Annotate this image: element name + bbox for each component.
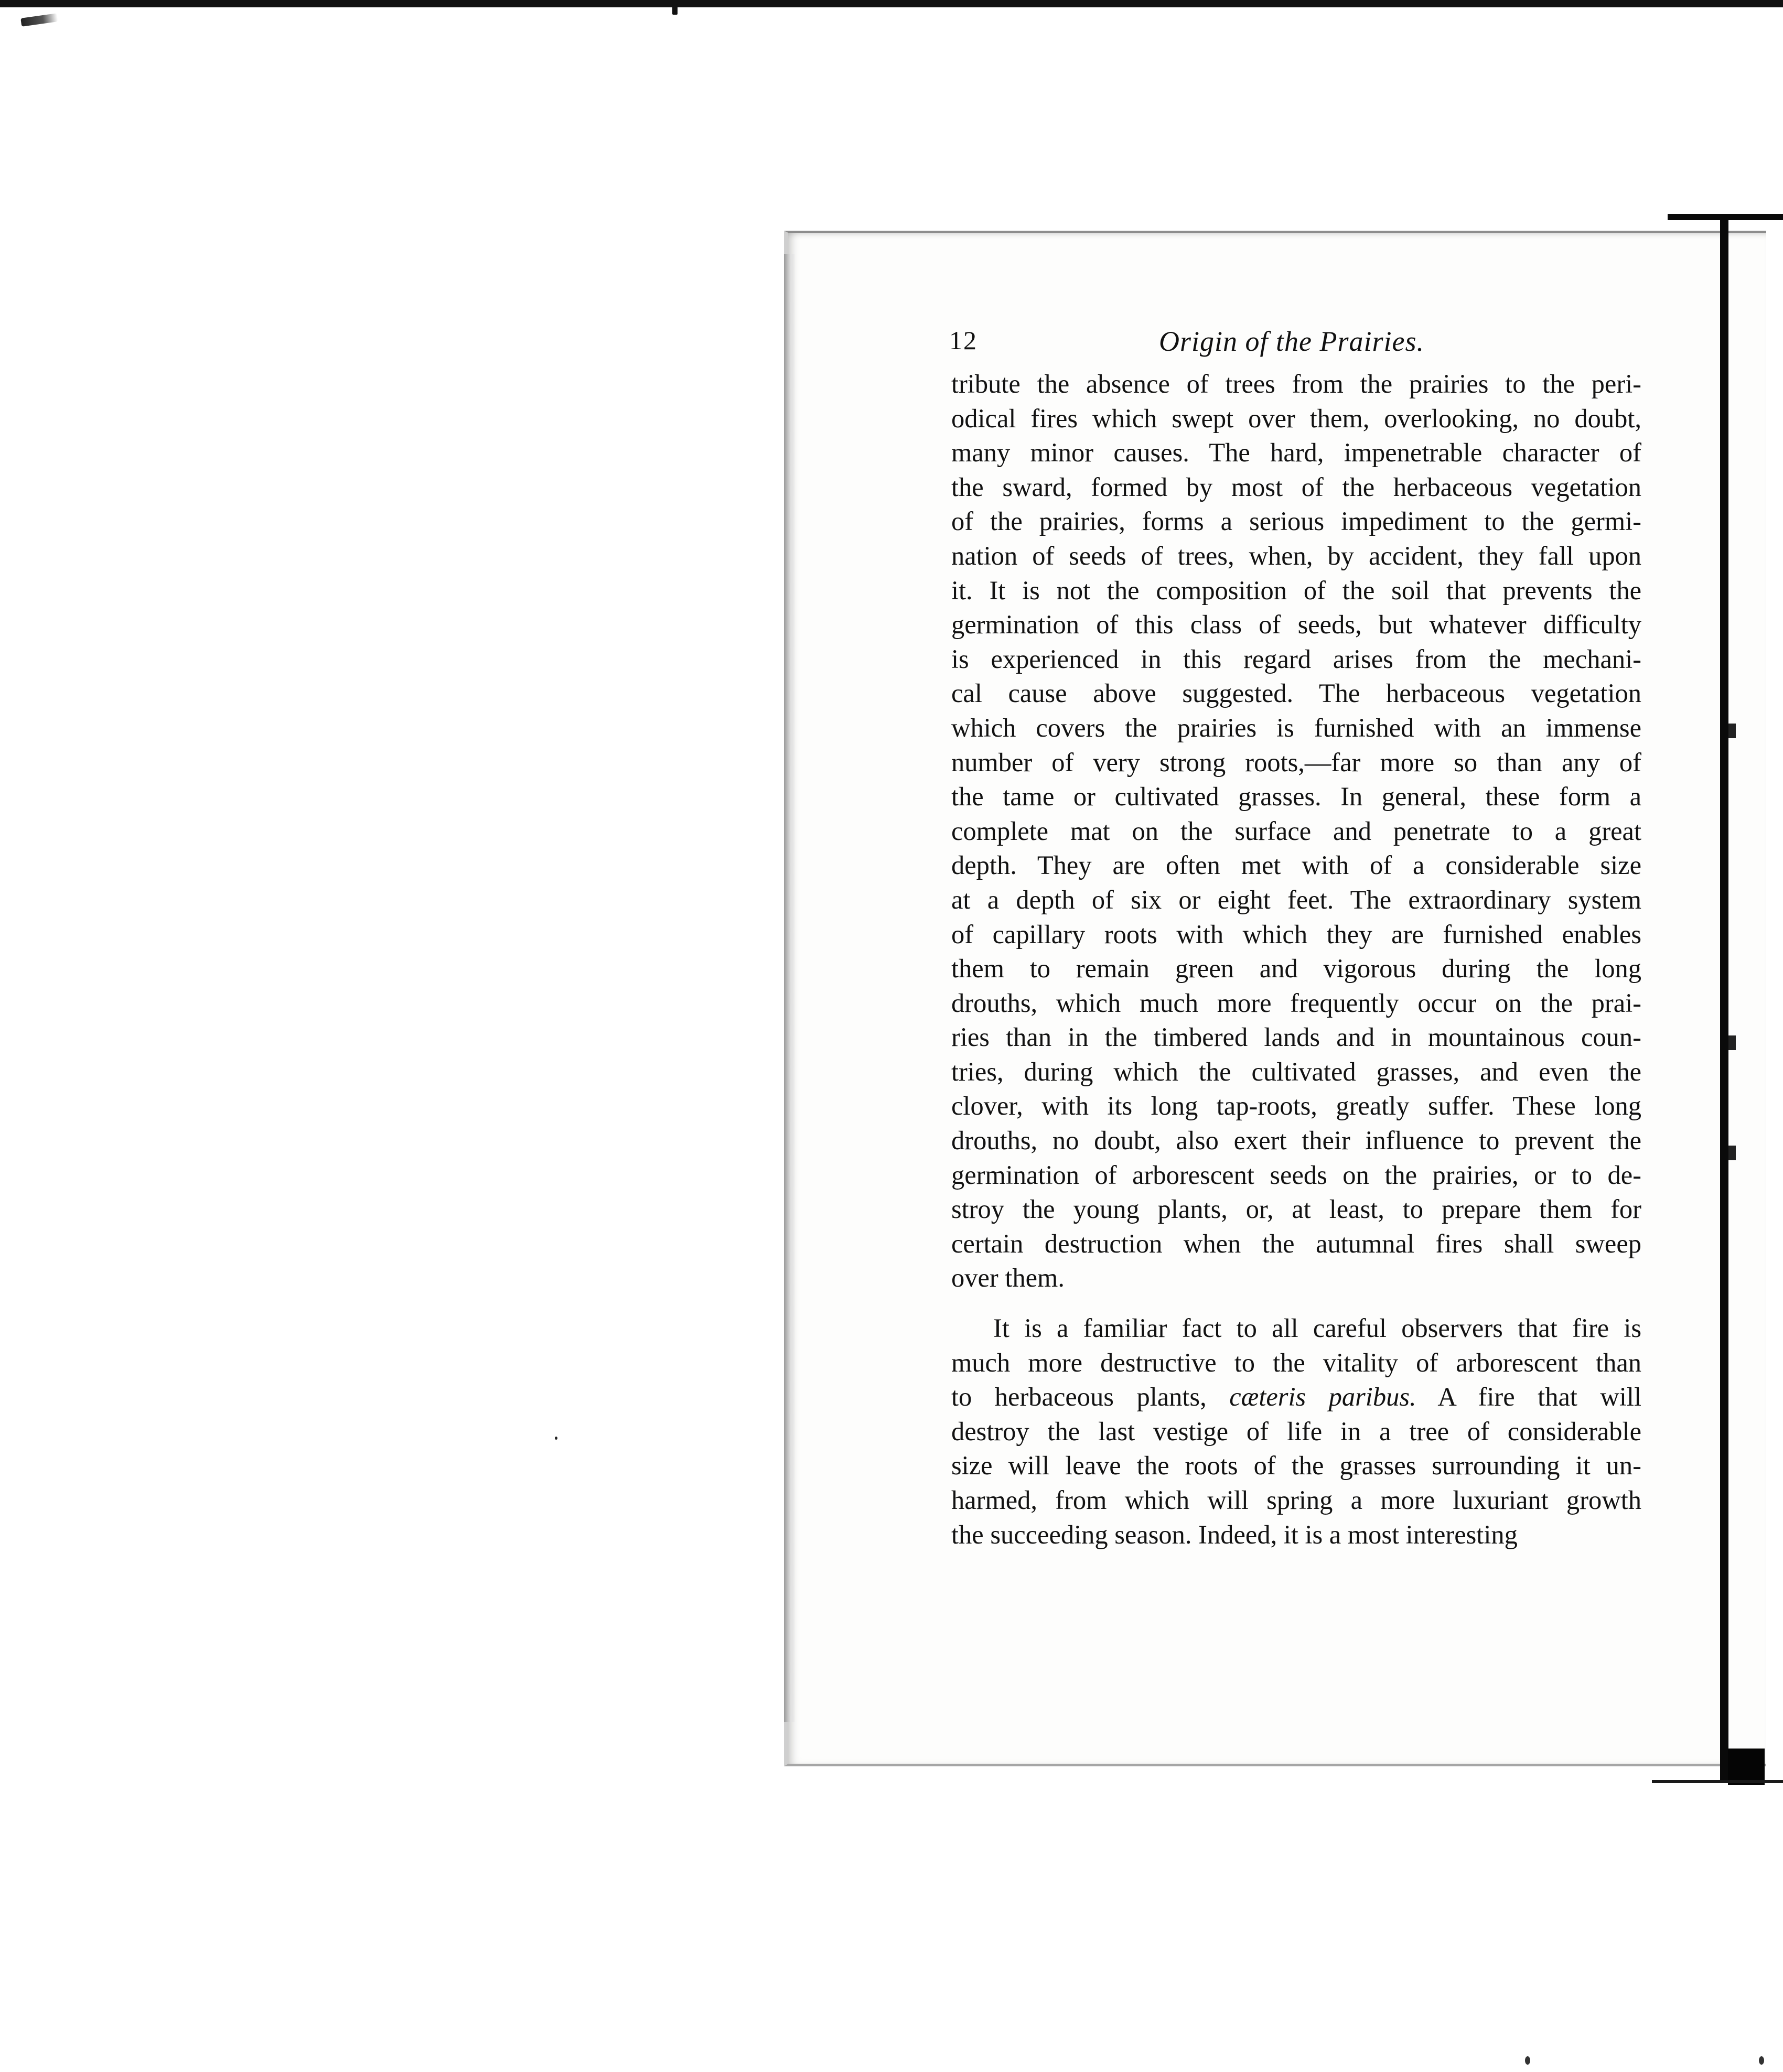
text-line: complete mat on the surface and penetrate to a great (951, 816, 1641, 846)
text-line: much more destructive to the vitality of arborescent than (951, 1347, 1641, 1377)
scanner-bottom-speck (1759, 2056, 1764, 2065)
text-line: cal cause above suggested. The herbaceous vegetation (951, 678, 1641, 708)
text-line: at a depth of six or eight feet. The extraordinary system (951, 884, 1641, 914)
text-line: the sward, formed by most of the herbaceous vegetation (951, 472, 1641, 502)
latin-phrase: cæteris paribus. (1229, 1382, 1416, 1412)
binding-bottom-line (1652, 1780, 1783, 1783)
page-number: 12 (949, 326, 978, 355)
text-line: the tame or cultivated grasses. In general, these form a (951, 782, 1641, 812)
scanner-corner-mark (20, 13, 58, 27)
text-line: them to remain green and vigorous during the long (951, 954, 1641, 984)
text-line: certain destruction when the autumnal fires shall sweep (951, 1228, 1641, 1258)
binding-notch (1728, 724, 1736, 738)
paragraph (951, 367, 1641, 1296)
text-line: of capillary roots with which they are furnished enables (951, 919, 1641, 949)
text-line: it. It is not the composition of the soil that prevents the (951, 575, 1641, 605)
text-line: tribute the absence of trees from the prairies to the peri- (951, 369, 1641, 398)
body-text (951, 367, 1641, 1552)
text-line: over them. (951, 1263, 1065, 1293)
text-line: nation of seeds of trees, when, by accident, they fall upon (951, 541, 1641, 570)
text-line: odical fires which swept over them, overlooking, no doubt, (951, 403, 1641, 433)
page-gutter-shadow (784, 254, 796, 1722)
text-line: destroy the last vestige of life in a tree of considerable (951, 1416, 1641, 1446)
running-head (949, 325, 1652, 357)
scanner-top-tick (672, 4, 678, 15)
text-line: which covers the prairies is furnished with an immense (951, 713, 1641, 742)
text-line: germination of this class of seeds, but whatever difficulty (951, 610, 1641, 640)
text-line: It is a familiar fact to all careful observers that fire is (993, 1313, 1641, 1343)
text-line: the succeeding season. Indeed, it is a most interesting (951, 1519, 1518, 1549)
stray-ink-dot (555, 1437, 557, 1440)
text-line: size will leave the roots of the grasses surrounding it un- (951, 1451, 1641, 1481)
text-line: is experienced in this regard arises from the mechani- (951, 644, 1641, 674)
text-line: stroy the young plants, or, at least, to prepare them for (951, 1194, 1641, 1224)
text-line: germination of arborescent seeds on the prairies, or to de- (951, 1160, 1641, 1190)
text-line (951, 1380, 1641, 1415)
paragraph (951, 1311, 1641, 1552)
text-line: ries than in the timbered lands and in mountainous coun- (951, 1022, 1641, 1052)
paragraph-gap (951, 1296, 1641, 1311)
scanner-bottom-speck (1525, 2056, 1530, 2065)
text-run: A fire that will (1416, 1382, 1641, 1412)
text-line: number of very strong roots,—far more so than any of (951, 747, 1641, 777)
binding-notch (1728, 1035, 1736, 1050)
text-line: drouths, no doubt, also exert their influence to prevent the (951, 1126, 1641, 1156)
scanner-top-edge (0, 0, 1783, 7)
text-line: drouths, which much more frequently occur on the prai- (951, 988, 1641, 1018)
binding-notch (1728, 1146, 1736, 1160)
text-line: many minor causes. The hard, impenetrable character of (951, 438, 1641, 468)
text-line: clover, with its long tap-roots, greatly suffer. These long (951, 1091, 1641, 1121)
text-line: depth. They are often met with of a considerable size (951, 850, 1641, 880)
text-line: harmed, from which will spring a more luxuriant growth (951, 1485, 1641, 1515)
text-line: of the prairies, forms a serious impediment to the germi- (951, 506, 1641, 536)
book-binding-edge (1720, 215, 1728, 1783)
text-line: tries, during which the cultivated grasses, and even the (951, 1056, 1641, 1086)
text-run: to herbaceous plants, (951, 1382, 1230, 1412)
running-title: Origin of the Prairies. (1159, 326, 1424, 357)
